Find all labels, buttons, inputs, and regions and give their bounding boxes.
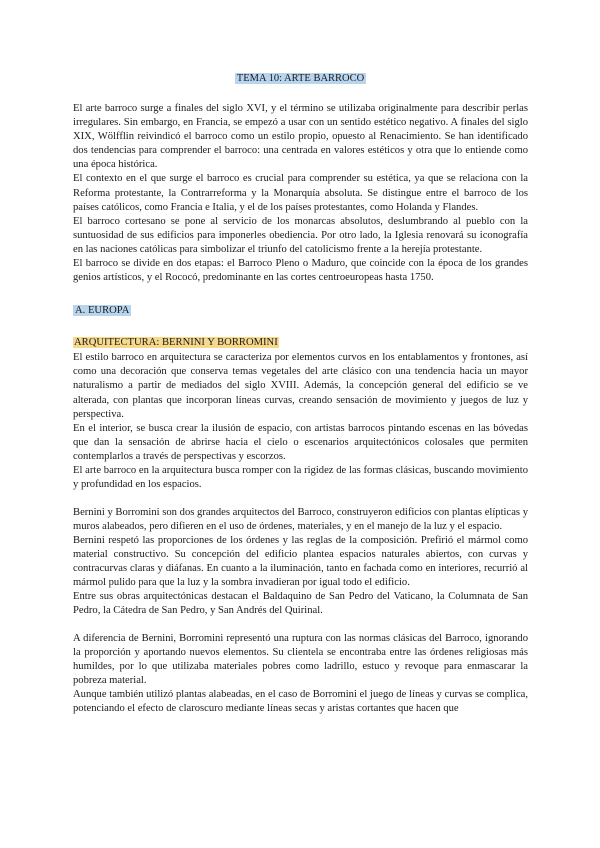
- intro-section: [73, 102, 528, 285]
- arq-paragraph-1: El estilo barroco en arquitectura se caracteriza por elementos curvos en los entablamentos y frontones, así como una decoración que conserva temas vegetales del arte clásico con una tendencia hacia un mayor naturalismo a partir de mediados del siglo XVIII. Además, la concepción general del edificio se ve alterada, con plantas que incorporan líneas curvas, creando sensación de movimiento y juegos de luz y perspectiva.: [73, 352, 528, 420]
- arquitectura-block-3: [73, 632, 528, 717]
- intro-paragraph-2: El contexto en el que surge el barroco es crucial para comprender su estética, ya que se relaciona con la Reforma protestante, la Contrarreforma y la Monarquía absoluta. Se distingue entre el barroco de los países católicos, como Francia e Italia, y el de los países protestantes, como Holanda y Flandes.: [73, 173, 528, 213]
- intro-paragraph-1: El arte barroco surge a finales del siglo XVI, y el término se utilizaba originalmente para describir perlas irregulares. Sin embargo, en Francia, se empezó a usar con un sentido estético negativo. A finales del siglo XIX, Wölfflin reivindicó el barroco como un estilo propio, opuesto al Renacimiento. Se han identificado dos tendencias para comprender el barroco: una centrada en valores estéticos y otra que lo entiende como una época histórica.: [73, 103, 528, 171]
- arq-paragraph-2: En el interior, se busca crear la ilusión de espacio, con artistas barrocos pintando escenas en las bóvedas que dan la sensación de abrirse hacia el cielo o escenarios arquitectónicos colosales que permiten contemplarlos a través de perspectivas y escorzos.: [73, 422, 528, 462]
- document-title: [73, 72, 528, 85]
- title-text: TEMA 10: ARTE BARROCO: [236, 73, 365, 84]
- arquitectura-block-1: [73, 351, 528, 492]
- borromini-paragraph-1: A diferencia de Bernini, Borromini representó una ruptura con las normas clásicas del Barroco, ignorando la proporción y aportando nuevos elementos. Su clientela se encontraba entre las órdenes religiosas más humildes, por lo que utilizaba materiales pobres como ladrillo, estuco y revoque para enmascarar la pobreza material.: [73, 632, 528, 687]
- paragraph-gap: [73, 618, 528, 632]
- borromini-paragraph-2: Aunque también utilizó plantas alabeadas, en el caso de Borromini el juego de líneas y curvas se complica, potenciando el efecto de claroscuro mediante líneas secas y aristas cortantes que hacen que: [73, 689, 528, 715]
- arquitectura-block-2: [73, 506, 528, 619]
- arq-paragraph-3: El arte barroco en la arquitectura busca romper con la rigidez de las formas clásicas, buscando movimiento y profundidad en los espacios.: [73, 464, 528, 491]
- section-a-heading: [73, 304, 528, 318]
- section-a-text: A. EUROPA: [75, 305, 130, 317]
- section-arquitectura-heading: [73, 336, 528, 350]
- paragraph-gap: [73, 492, 528, 506]
- intro-paragraph-3: El barroco cortesano se pone al servicio de los monarcas absolutos, deslumbrando al pueblo con la suntuosidad de sus edificios para imponerles obediencia. Por otro lado, la Iglesia renovará su iconografía en las naciones católicas para simbolizar el triunfo del catolicismo frente a la herejía protestante.: [73, 215, 528, 255]
- section-arquitectura-text: ARQUITECTURA: BERNINI Y BORROMINI: [74, 337, 278, 349]
- bernini-paragraph-3: Entre sus obras arquitectónicas destacan el Baldaquino de San Pedro del Vaticano, la Columnata de San Pedro, la Cátedra de San Pedro, y San Andrés del Quirinal.: [73, 591, 528, 617]
- bernini-paragraph-1: Bernini y Borromini son dos grandes arquitectos del Barroco, construyeron edificios con plantas elípticas y muros alabeados, pero difieren en el uso de órdenes, materiales, y en el manejo de la luz y el espacio.: [73, 506, 528, 532]
- bernini-paragraph-2: Bernini respetó las proporciones de los órdenes y las reglas de la composición. Prefirió el mármol como material constructivo. Su concepción del edificio plantea espacios naturales abiertos, con curvas y contracurvas claras y diáfanas. En cuanto a la iluminación, tanto en fachada como en interiores, recurrió al mármol pulido para que la luz y la sombra invadieran por igual todo el edificio.: [73, 534, 528, 589]
- intro-paragraph-4: El barroco se divide en dos etapas: el Barroco Pleno o Maduro, que coincide con la época de los grandes genios artísticos, y el Rococó, predominante en las cortes centroeuropeas hasta 1750.: [73, 258, 528, 284]
